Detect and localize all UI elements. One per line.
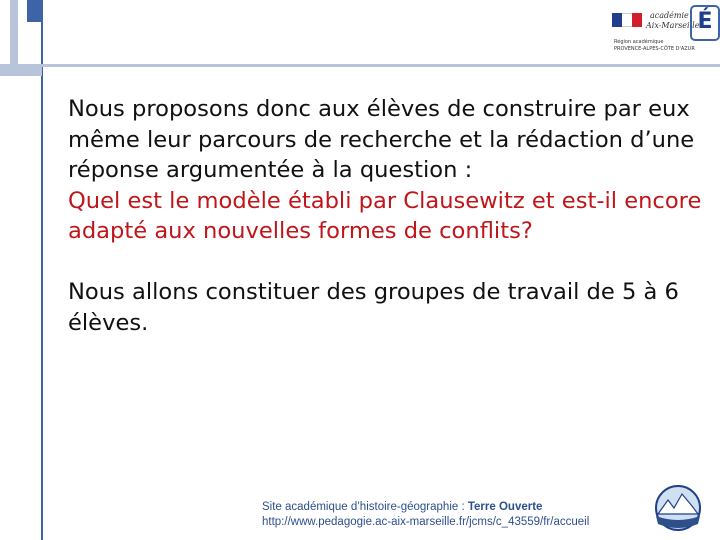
intro-paragraph: Nous proposons donc aux élèves de construire par eux même leur parcours de recherche et la rédaction d’une réponse argumentée à la question :: [68, 96, 695, 183]
terre-ouverte-logo-icon: [652, 484, 704, 532]
frame-decoration: [10, 0, 18, 66]
frame-vertical-line: [41, 0, 43, 540]
groups-paragraph: Nous allons constituer des groupes de travail de 5 à 6 élèves.: [68, 279, 679, 336]
frame-decoration: [0, 64, 42, 76]
frame-horizontal-line: [0, 64, 720, 67]
footer: [262, 500, 589, 530]
footer-url[interactable]: http://www.pedagogie.ac-aix-marseille.fr/jcms/c_43559/fr/accueil: [262, 516, 590, 528]
footer-site-label: Site académique d’histoire-géographie :: [262, 501, 468, 513]
footer-site-line: [262, 500, 589, 515]
logo-letter: É: [690, 5, 720, 41]
logo-line-1: académie: [650, 11, 689, 20]
slide-body: [68, 94, 708, 338]
french-flag-icon: [612, 13, 642, 27]
logo-line-2: Aix-Marseille: [646, 21, 700, 30]
region-line-2: PROVENCE-ALPES-CÔTE D'AZUR: [614, 46, 695, 52]
research-question: Quel est le modèle établi par Clausewitz et est-il encore adapté aux nouvelles formes de conflits?: [68, 187, 702, 244]
footer-site-name: Terre Ouverte: [467, 501, 543, 513]
academie-logo: [612, 5, 717, 55]
region-line-1: Région académique: [614, 39, 664, 45]
